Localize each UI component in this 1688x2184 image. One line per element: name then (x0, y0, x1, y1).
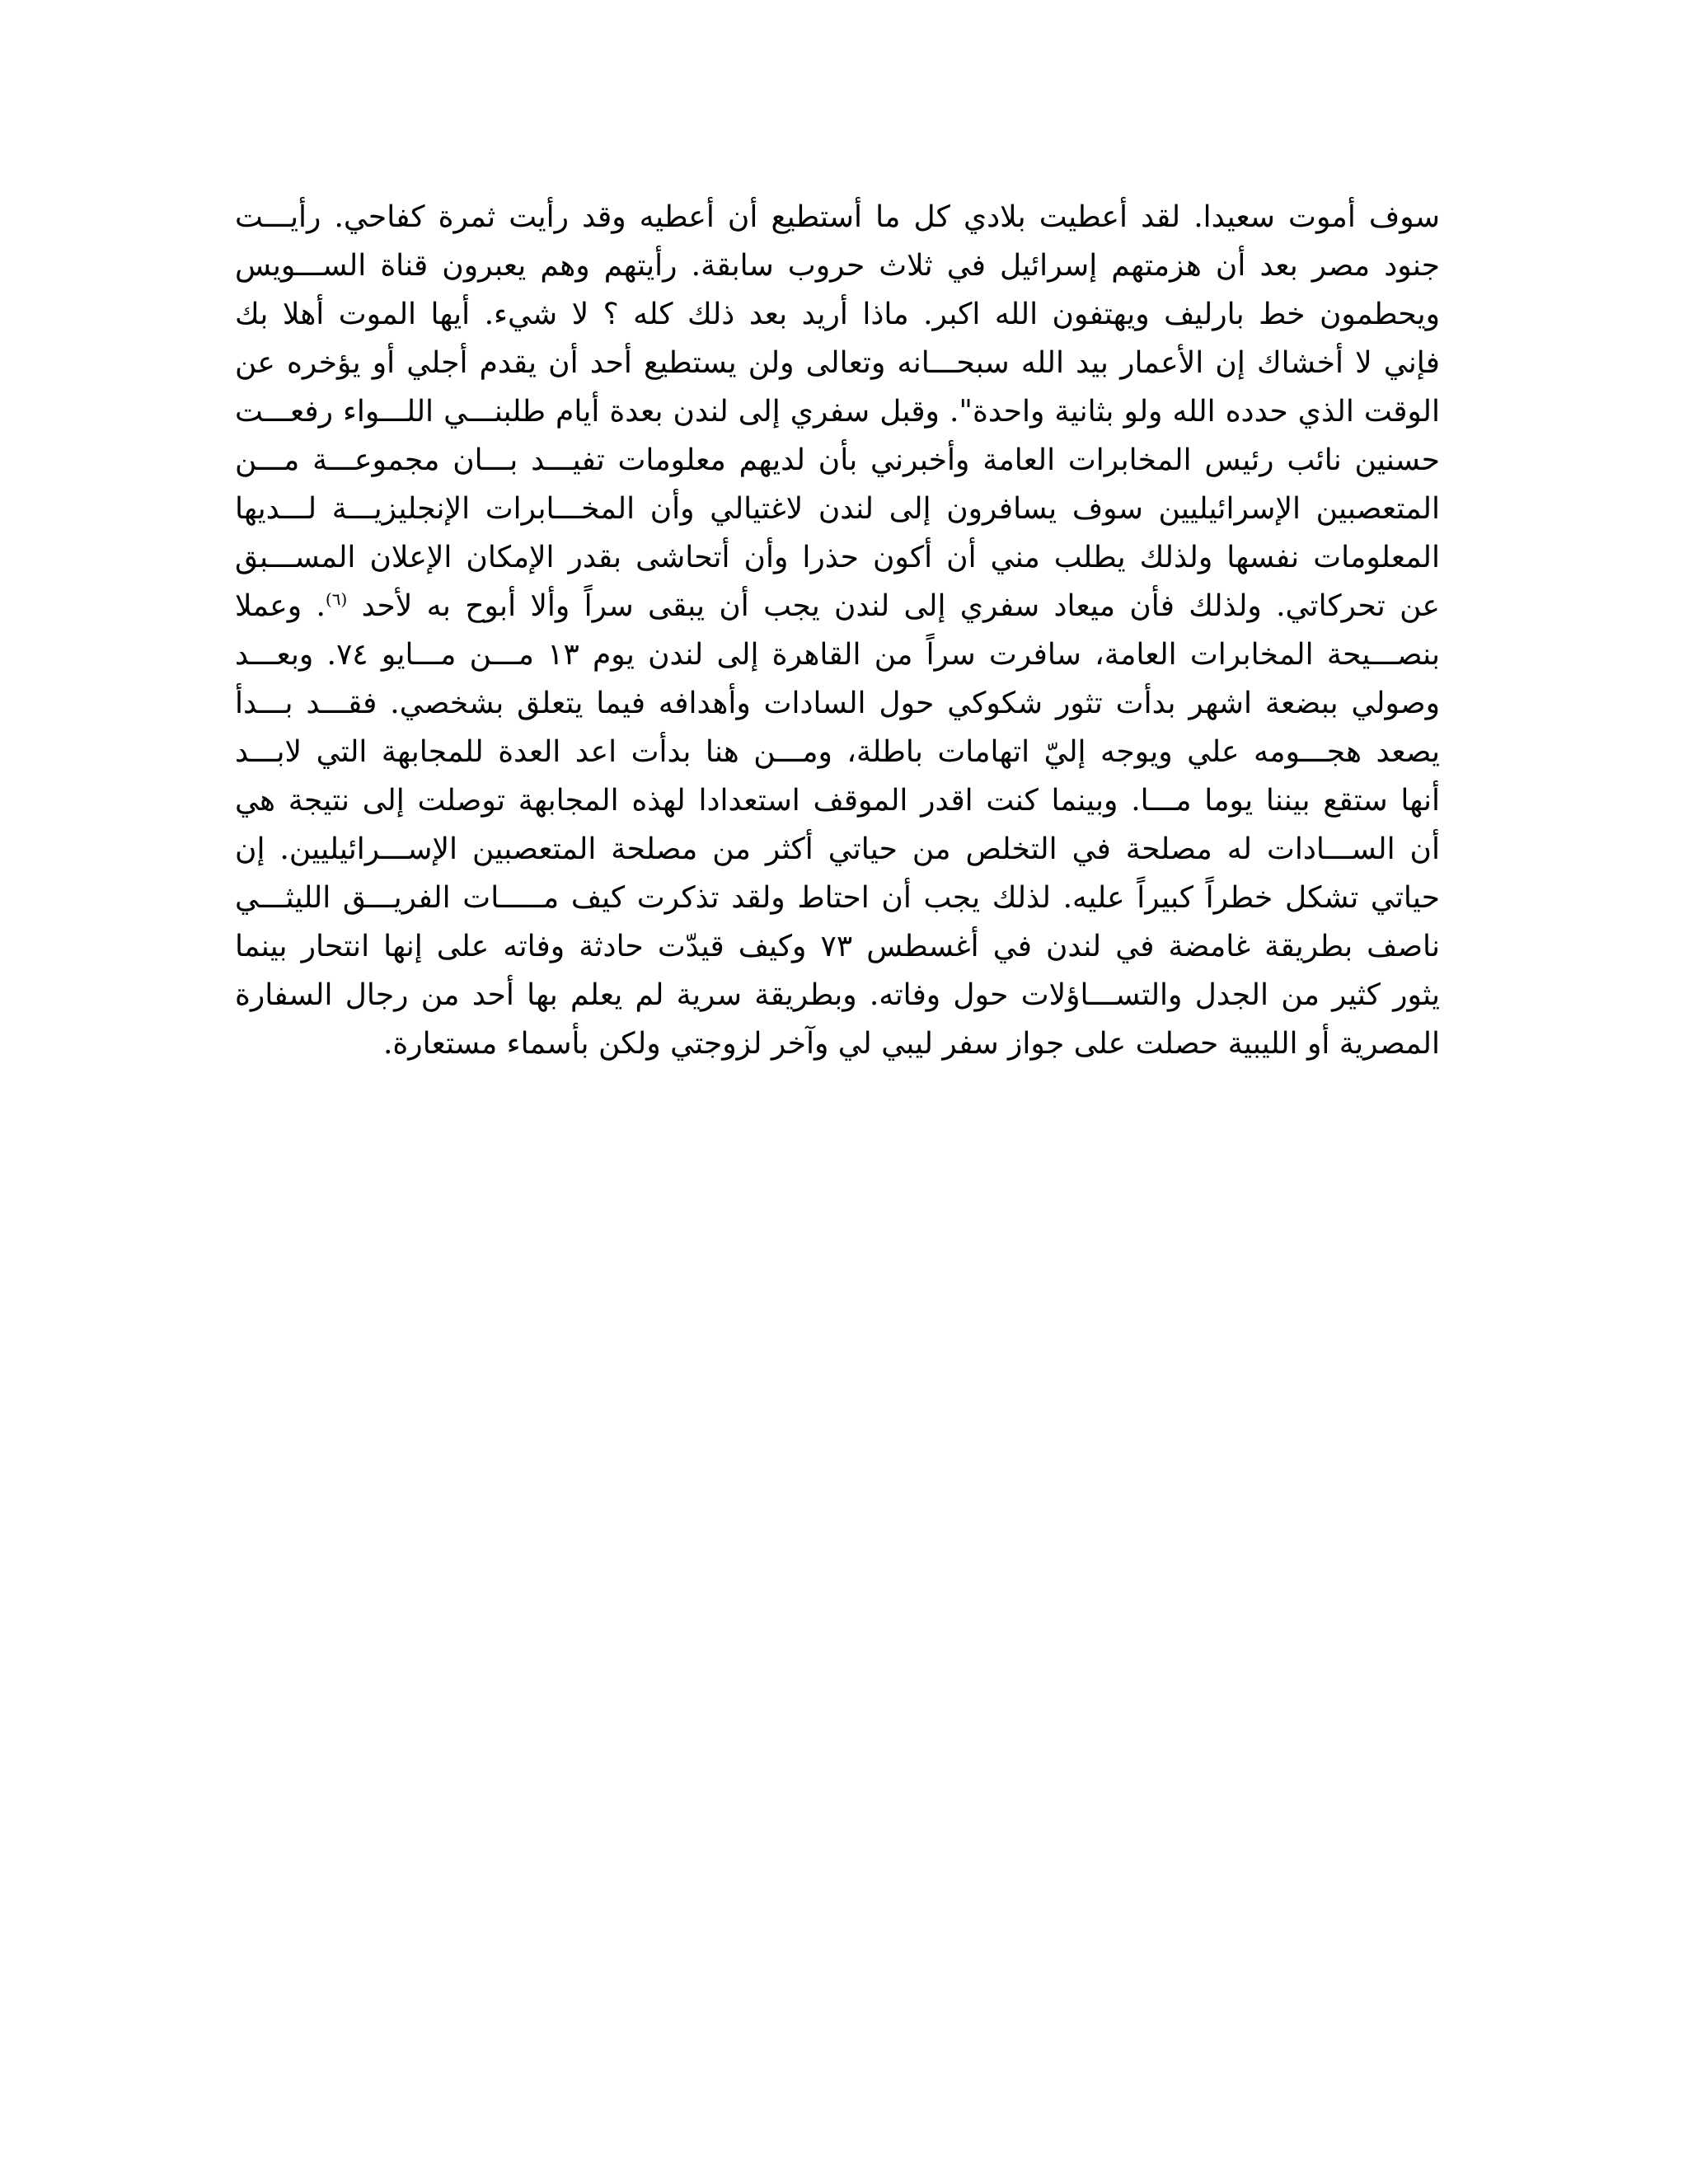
text-line: أنها ستقع بيننا يوما مـــا. وبينما كنت اقدر الموقف استعدادا لهذه المجابهة توصلت إلى نتيجة هي (235, 784, 1440, 818)
text-line: الوقت الذي حدده الله ولو بثانية واحدة". وقبل سفري إلى لندن بعدة أيام طلبنـــي اللـــواء رفعـــت (235, 395, 1440, 429)
text-line-segment: عن تحركاتي. ولذلك فأن ميعاد سفري إلى لندن يجب أن يبقى سراً وألا أبوح به لأحد (361, 589, 1440, 623)
text-line: بنصـــيحة المخابرات العامة، سافرت سراً من القاهرة إلى لندن يوم ١٣ مـــن مـــايو ٧٤. وبعـــد (235, 638, 1440, 672)
text-line: يصعد هجـــومه علي ويوجه إليّ اتهامات باطلة، ومـــن هنا بدأت اعد العدة للمجابهة التي لابـــد (235, 735, 1440, 769)
text-line: وصولي ببضعة اشهر بدأت تثور شكوكي حول السادات وأهدافه فيما يتعلق بشخصي. فقـــد بـــدأ (235, 687, 1440, 720)
text-line: حسنين نائب رئيس المخابرات العامة وأخبرني بأن لديهم معلومات تفيـــد بـــان مجموعـــة مـــن (235, 443, 1440, 477)
text-line-segment: . وعملا (235, 589, 326, 623)
text-line: حياتي تشكل خطراً كبيراً عليه. لذلك يجب أن احتاط ولقد تذكرت كيف مـــــات الفريـــق الليثـــي (235, 881, 1440, 915)
text-line: ناصف بطريقة غامضة في لندن في أغسطس ٧٣ وكيف قيدّت حادثة وفاته على إنها انتحار بينما (235, 930, 1440, 963)
text-line: فإني لا أخشاك إن الأعمار بيد الله سبحـــانه وتعالى ولن يستطيع أحد أن يقدم أجلي أو يؤخره عن (235, 346, 1440, 380)
text-line: يثور كثير من الجدل والتســـاؤلات حول وفاته. وبطريقة سرية لم يعلم بها أحد من رجال السفارة (235, 978, 1440, 1012)
text-line: سوف أموت سعيدا. لقد أعطيت بلادي كل ما أستطيع أن أعطيه وقد رأيت ثمرة كفاحي. رأيـــت (235, 200, 1440, 234)
text-line: المعلومات نفسها ولذلك يطلب مني أن أكون حذرا وأن أتحاشى بقدر الإمكان الإعلان المســـبق (235, 541, 1440, 574)
text-line: جنود مصر بعد أن هزمتهم إسرائيل في ثلاث حروب سابقة. رأيتهم وهم يعبرون قناة الســـويس (235, 249, 1440, 283)
text-line-last: المصرية أو الليبية حصلت على جواز سفر ليبي لي وآخر لزوجتي ولكن بأسماء مستعارة. (382, 1027, 1440, 1061)
text-line-with-footnote (235, 582, 1440, 630)
text-line: المتعصبين الإسرائيليين سوف يسافرون إلى لندن لاغتيالي وأن المخـــابرات الإنجليزيـــة لـــديها (235, 492, 1440, 526)
text-line: ويحطمون خط بارليف ويهتفون الله اكبر. ماذا أريد بعد ذلك كله ؟ لا شيء. أيها الموت أهلا بك (235, 298, 1440, 331)
text-line: أن الســـادات له مصلحة في التخلص من حياتي أكثر من مصلحة المتعصبين الإســـرائيليين. إن (235, 832, 1440, 866)
footnote-marker: (٦) (325, 589, 348, 609)
body-paragraph (235, 193, 1440, 1068)
